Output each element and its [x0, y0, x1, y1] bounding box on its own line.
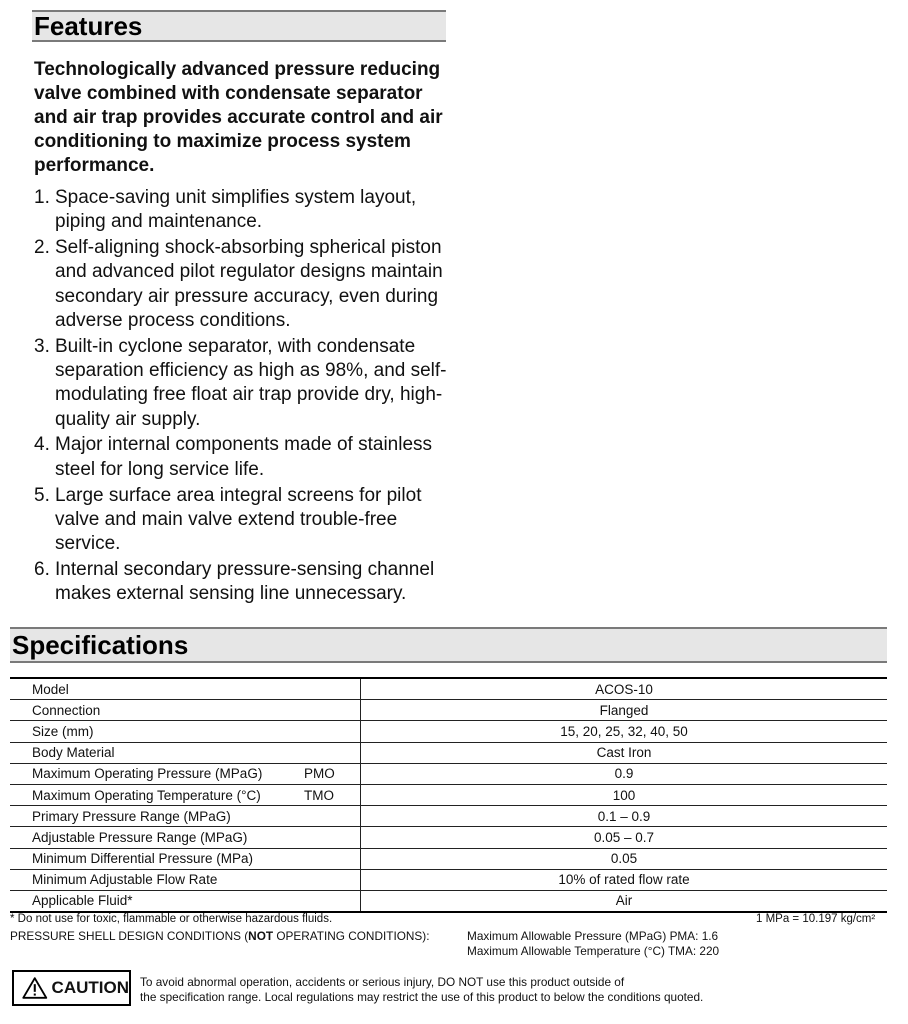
fluid-footnote: * Do not use for toxic, flammable or otherwise hazardous fluids.: [10, 913, 333, 925]
feature-number: 4.: [34, 434, 50, 456]
table-row: [10, 763, 887, 784]
features-list: [34, 186, 454, 608]
spec-value: 100: [361, 784, 888, 805]
spec-label: Applicable Fluid*: [10, 890, 361, 912]
spec-abbr: PMO: [304, 766, 335, 782]
table-row: [10, 742, 887, 763]
spec-label: Maximum Operating Pressure (MPaG) PMO: [10, 763, 361, 784]
table-row: [10, 890, 887, 912]
feature-text: Built-in cyclone separator, with condensate separation efficiency as high as 98%, and self-modulating free float air trap provide dry, high-quality air supply.: [55, 335, 447, 430]
max-allowable-temperature: Maximum Allowable Temperature (°C) TMA: 220: [467, 944, 720, 958]
feature-item: [34, 335, 454, 432]
table-row: [10, 869, 887, 890]
feature-item: [34, 558, 454, 607]
feature-text: Self-aligning shock-absorbing spherical piston and advanced pilot regulator designs maintain secondary air pressure accuracy, even during adverse process conditions.: [55, 237, 443, 331]
table-row: [10, 721, 887, 742]
spec-value: 0.05: [361, 848, 888, 869]
feature-item: [34, 484, 454, 557]
spec-value: Cast Iron: [361, 742, 888, 763]
spec-label: Size (mm): [10, 721, 361, 742]
specifications-table: [10, 677, 887, 913]
unit-conversion: 1 MPa = 10.197 kg/cm²: [756, 913, 876, 925]
spec-value: 15, 20, 25, 32, 40, 50: [361, 721, 888, 742]
spec-label: Primary Pressure Range (MPaG): [10, 806, 361, 827]
feature-number: 1.: [34, 187, 50, 208]
caution-badge: [12, 970, 131, 1006]
max-allowable-pressure: Maximum Allowable Pressure (MPaG) PMA: 1.6: [467, 929, 719, 943]
specifications-title: Specifications: [12, 630, 189, 660]
feature-item: [34, 236, 454, 333]
spec-label: Minimum Differential Pressure (MPa): [10, 848, 361, 869]
spec-label: Model: [10, 678, 361, 700]
feature-text: Major internal components made of stainless steel for long service life.: [55, 434, 433, 480]
features-header: [32, 10, 446, 42]
spec-value: Air: [361, 890, 888, 912]
feature-item: [34, 186, 454, 235]
caution-label: CAUTION: [51, 978, 129, 997]
pressure-shell-conditions: PRESSURE SHELL DESIGN CONDITIONS (NOT OPERATING CONDITIONS):: [10, 929, 430, 943]
features-title: Features: [34, 11, 143, 41]
feature-text: Space-saving unit simplifies system layout, piping and maintenance.: [55, 187, 417, 233]
spec-value: 0.05 – 0.7: [361, 827, 888, 848]
features-intro: Technologically advanced pressure reducing valve combined with condensate separator and air trap provides accurate control and air conditioning to maximize process system performance.: [34, 59, 443, 176]
table-row: [10, 700, 887, 721]
pressure-shell-values: [467, 929, 719, 959]
feature-number: 2.: [34, 237, 50, 259]
table-row: [10, 784, 887, 805]
feature-number: 6.: [34, 558, 50, 580]
feature-number: 5.: [34, 484, 50, 506]
spec-label: Connection: [10, 700, 361, 721]
spec-label: Minimum Adjustable Flow Rate: [10, 869, 361, 890]
warning-triangle-icon: [22, 975, 48, 1001]
spec-value: Flanged: [361, 700, 888, 721]
table-row: [10, 678, 887, 700]
table-row: [10, 827, 887, 848]
spec-value: 10% of rated flow rate: [361, 869, 888, 890]
spec-label: Adjustable Pressure Range (MPaG): [10, 827, 361, 848]
feature-number: 3.: [34, 335, 50, 357]
spec-abbr: TMO: [304, 787, 334, 803]
spec-label: Maximum Operating Temperature (°C) TMO: [10, 784, 361, 805]
feature-text: Large surface area integral screens for pilot valve and main valve extend trouble-free service.: [55, 484, 422, 555]
spec-value: 0.1 – 0.9: [361, 806, 888, 827]
table-row: [10, 848, 887, 869]
table-row: [10, 806, 887, 827]
spec-label: Body Material: [10, 742, 361, 763]
specifications-header: [10, 627, 887, 663]
spec-value: ACOS-10: [361, 678, 888, 700]
feature-item: [34, 433, 454, 482]
caution-text: To avoid abnormal operation, accidents or serious injury, DO NOT use this product outside of the specification range. Local regulations may restrict the use of this product to below the conditions quoted.: [140, 975, 704, 1004]
feature-text: Internal secondary pressure-sensing channel makes external sensing line unnecessary.: [55, 558, 435, 605]
spec-value: 0.9: [361, 763, 888, 784]
